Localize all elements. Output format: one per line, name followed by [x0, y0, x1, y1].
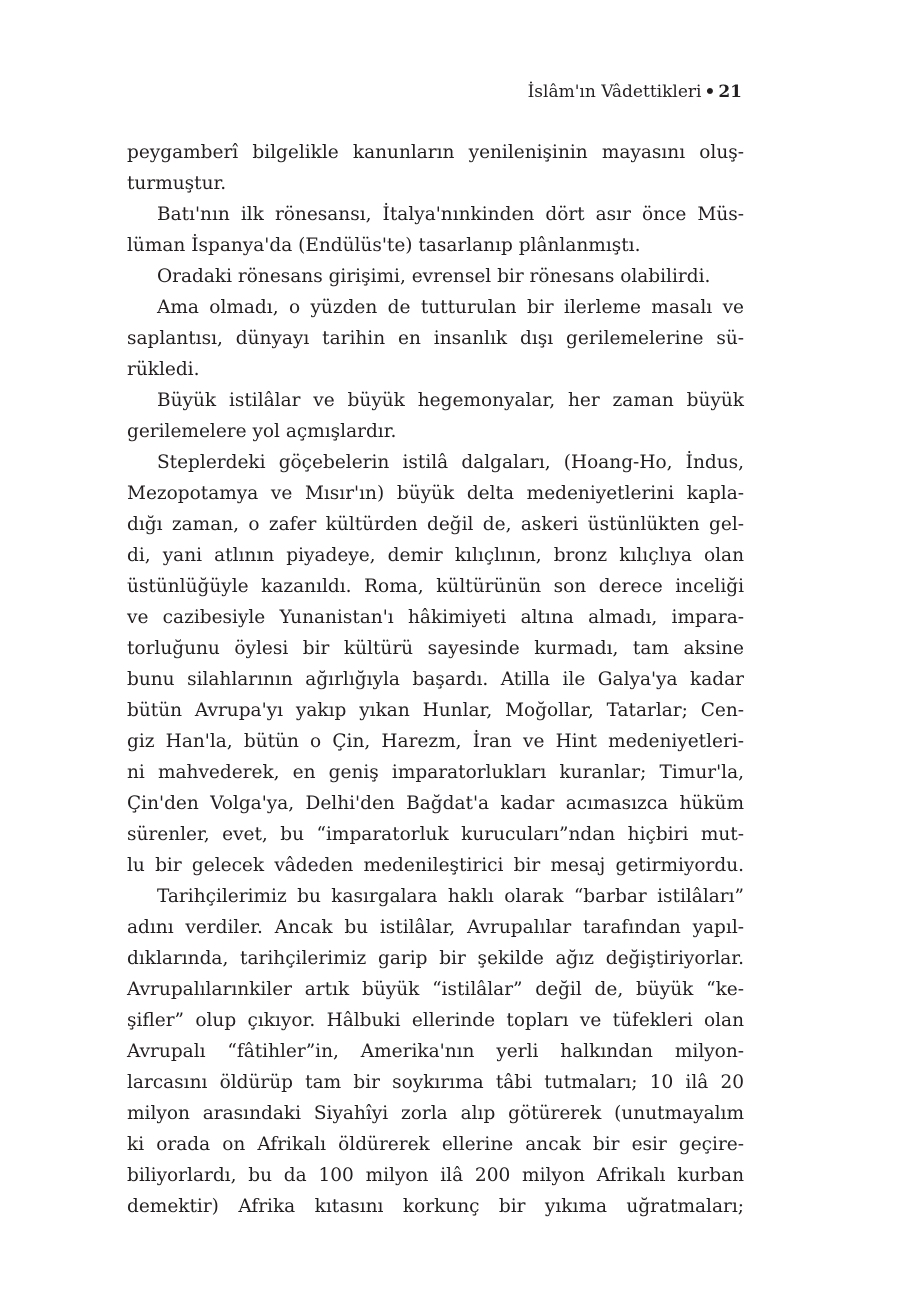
text-line: Oradaki rönesans girişimi, evrensel bir rönesans olabilirdi.	[157, 266, 711, 287]
text-line: lu bir gelecek vâdeden medenileştirici bir mesaj getirmiyordu.	[127, 855, 744, 876]
text-line: torluğunu öylesi bir kültürü sayesinde kurmadı, tam aksine	[127, 638, 744, 659]
text-line: bütün Avrupa'yı yakıp yıkan Hunlar, Moğollar, Tatarlar; Cen-	[127, 700, 744, 721]
text-line: şifler” olup çıkıyor. Hâlbuki ellerinde topları ve tüfekleri olan	[127, 1010, 744, 1031]
text-line: adını verdiler. Ancak bu istilâlar, Avrupalılar tarafından yapıl-	[127, 917, 744, 938]
text-line: Steplerdeki göçebelerin istilâ dalgaları, (Hoang-Ho, İndus,	[157, 452, 744, 473]
text-line: ki orada on Afrikalı öldürerek ellerine ancak bir esir geçire-	[127, 1134, 744, 1155]
text-line: Tarihçilerimiz bu kasırgalara haklı olarak “barbar istilâları”	[157, 886, 744, 907]
page-number: 21	[718, 82, 742, 102]
text-line: Batı'nın ilk rönesansı, İtalya'nınkinden dört asır önce Müs-	[157, 204, 744, 225]
text-line: larcasını öldürüp tam bir soykırıma tâbi tutmaları; 10 ilâ 20	[127, 1072, 744, 1093]
text-line: saplantısı, dünyayı tarihin en insanlık dışı gerilemelerine sü-	[127, 328, 744, 349]
text-line: Mezopotamya ve Mısır'ın) büyük delta medeniyetlerini kapla-	[127, 483, 744, 504]
text-line: rükledi.	[127, 359, 200, 380]
text-line: milyon arasındaki Siyahîyi zorla alıp götürerek (unutmayalım	[127, 1103, 744, 1124]
text-line: gerilemelere yol açmışlardır.	[127, 421, 397, 442]
text-line: biliyorlardı, bu da 100 milyon ilâ 200 milyon Afrikalı kurban	[127, 1165, 744, 1186]
text-line: ni mahvederek, en geniş imparatorlukları kuranlar; Timur'la,	[127, 762, 744, 783]
text-line: lüman İspanya'da (Endülüs'te) tasarlanıp plânlanmıştı.	[127, 235, 641, 256]
text-line: di, yani atlının piyadeye, demir kılıçlının, bronz kılıçlıya olan	[127, 545, 744, 566]
text-line: turmuştur.	[127, 173, 227, 194]
text-line: dıklarında, tarihçilerimiz garip bir şekilde ağız değiştiriyorlar.	[127, 948, 744, 969]
text-line: bunu silahlarının ağırlığıyla başardı. Atilla ile Galya'ya kadar	[127, 669, 744, 690]
text-line: üstünlüğüyle kazanıldı. Roma, kültürünün son derece inceliği	[127, 576, 744, 597]
running-header	[528, 80, 742, 104]
book-title: İslâm'ın Vâdettikleri	[527, 82, 702, 102]
text-line: peygamberî bilgelikle kanunların yenilenişinin mayasını oluş-	[127, 142, 744, 163]
text-line: dığı zaman, o zafer kültürden değil de, askeri üstünlükten gel-	[127, 514, 744, 535]
text-line: demektir) Afrika kıtasını korkunç bir yıkıma uğratmaları;	[127, 1196, 744, 1217]
text-line: sürenler, evet, bu “imparatorluk kurucuları”ndan hiçbiri mut-	[127, 824, 744, 845]
text-line: Ama olmadı, o yüzden de tutturulan bir ilerleme masalı ve	[157, 297, 744, 318]
text-line: giz Han'la, bütün o Çin, Harezm, İran ve Hint medeniyetleri-	[127, 731, 744, 752]
text-line: Çin'den Volga'ya, Delhi'den Bağdat'a kadar acımasızca hüküm	[127, 793, 744, 814]
text-line: Büyük istilâlar ve büyük hegemonyalar, her zaman büyük	[157, 390, 744, 411]
text-line: Avrupalılarınkiler artık büyük “istilâlar” değil de, büyük “ke-	[127, 979, 744, 1000]
body-text	[127, 137, 744, 1222]
text-line: ve cazibesiyle Yunanistan'ı hâkimiyeti altına almadı, impara-	[127, 607, 744, 628]
text-line: Avrupalı “fâtihler”in, Amerika'nın yerli halkından milyon-	[127, 1041, 744, 1062]
header-separator: •	[704, 82, 716, 102]
